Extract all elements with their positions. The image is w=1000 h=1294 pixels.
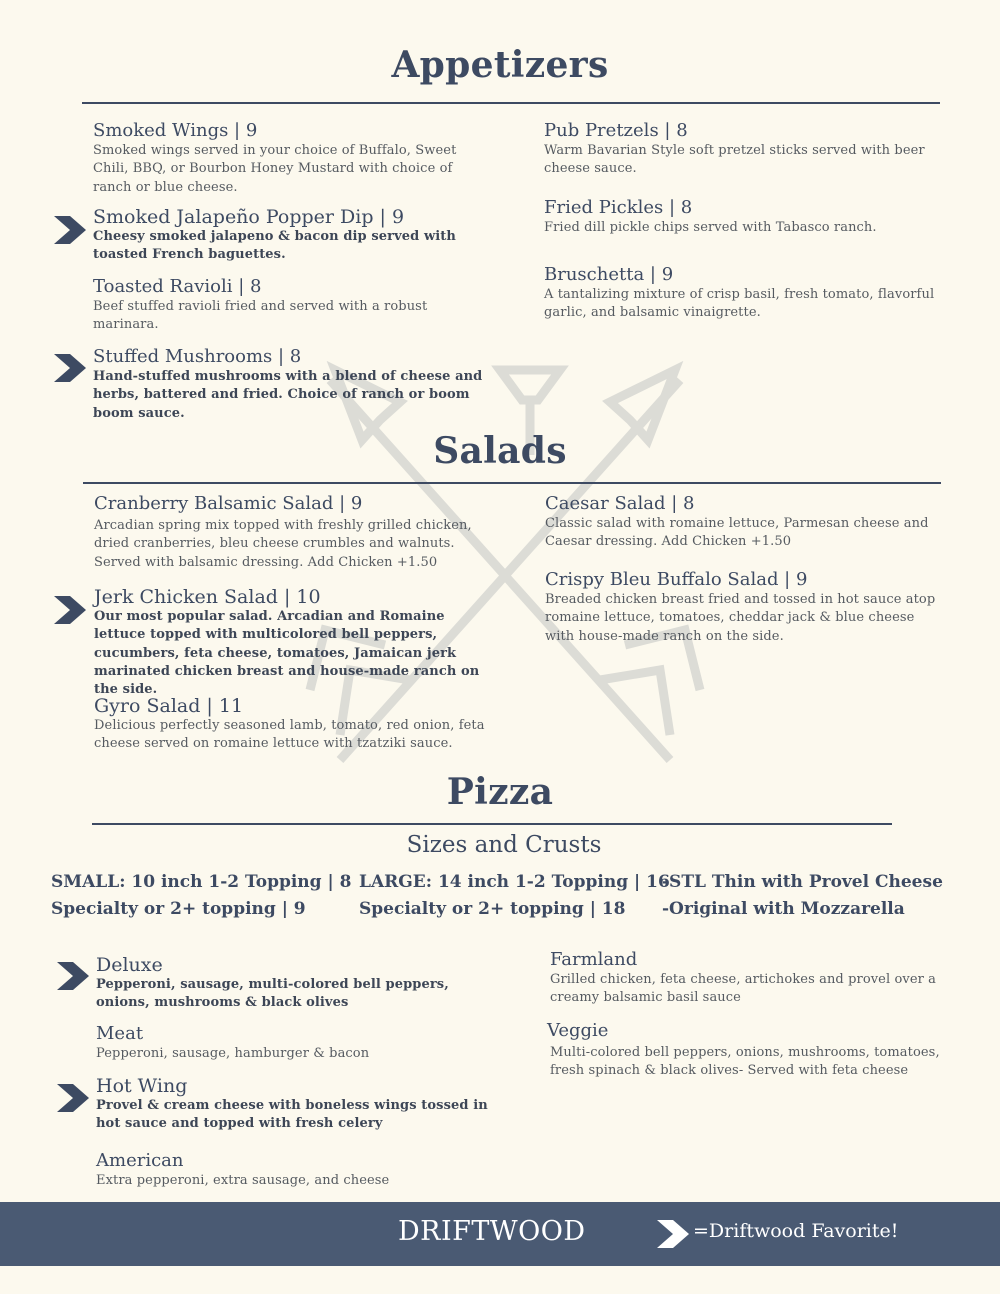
- item-description: A tantalizing mixture of crisp basil, fresh tomato, flavorful garlic, and balsamic vinaigrette.: [544, 287, 935, 321]
- item-title: Stuffed Mushrooms | 8: [93, 346, 302, 367]
- section-heading-appetizers: Appetizers: [391, 44, 609, 86]
- crust-original: -Original with Mozzarella: [662, 899, 905, 919]
- chevron-right-icon: [57, 1084, 89, 1112]
- item-title: Crispy Bleu Buffalo Salad | 9: [545, 569, 808, 590]
- item-description: Extra pepperoni, extra sausage, and cheese: [96, 1173, 390, 1188]
- section-divider: [82, 102, 940, 104]
- section-divider: [83, 482, 941, 484]
- item-description: Grilled chicken, feta cheese, artichokes and provel over a creamy balsamic basil sauce: [550, 972, 937, 1006]
- item-description: Smoked wings served in your choice of Buffalo, Sweet Chili, BBQ, or Bourbon Honey Mustard with choice of ranch or blue cheese.: [93, 143, 457, 195]
- chevron-right-icon: [54, 216, 86, 244]
- menu-item: [93, 346, 488, 423]
- menu-item: [94, 695, 494, 754]
- item-description: Breaded chicken breast fried and tossed in hot sauce atop romaine lettuce, tomatoes, cheddar jack & blue cheese with house-made ranch on the side.: [545, 592, 936, 644]
- chevron-right-icon: [657, 1220, 689, 1248]
- chevron-right-icon: [54, 354, 86, 382]
- section-heading-pizza: Pizza: [446, 771, 554, 813]
- item-description: Pepperoni, sausage, multi-colored bell peppers, onions, mushrooms & black olives: [96, 977, 449, 1011]
- menu-item: [544, 197, 944, 237]
- menu-item: [96, 1023, 496, 1063]
- item-title: Bruschetta | 9: [544, 264, 674, 285]
- item-title: Hot Wing: [96, 1075, 188, 1097]
- item-title: Meat: [96, 1023, 144, 1044]
- menu-item: [94, 493, 494, 572]
- footer-bar: [0, 1202, 1000, 1266]
- item-title: Fried Pickles | 8: [544, 197, 693, 218]
- menu-item: [93, 276, 488, 335]
- menu-item: [544, 120, 944, 179]
- item-description: Beef stuffed ravioli fried and served with a robust marinara.: [93, 299, 428, 333]
- item-description: Hand-stuffed mushrooms with a blend of cheese and herbs, battered and fried. Choice of ranch or boom boom sauce.: [93, 369, 483, 421]
- menu-item: [96, 954, 496, 1013]
- item-title: Smoked Jalapeño Popper Dip | 9: [93, 206, 405, 228]
- item-title: Toasted Ravioli | 8: [93, 276, 262, 297]
- brand-name: DRIFTWOOD: [398, 1216, 586, 1247]
- chevron-right-icon: [57, 962, 89, 990]
- menu-item: [550, 949, 955, 1008]
- chevron-right-icon: [54, 596, 86, 624]
- menu-item: [545, 493, 945, 552]
- menu-item: [545, 569, 945, 646]
- menu-item: [96, 1075, 496, 1134]
- size-large-specialty: Specialty or 2+ topping | 18: [359, 899, 626, 919]
- item-description: Delicious perfectly seasoned lamb, tomato, red onion, feta cheese served on romaine lettuce with tzatziki sauce.: [94, 718, 485, 752]
- favorite-legend: =Driftwood Favorite!: [693, 1220, 899, 1242]
- menu-item: [93, 120, 488, 197]
- item-description: Pepperoni, sausage, hamburger & bacon: [96, 1046, 370, 1061]
- item-title: American: [96, 1150, 184, 1171]
- item-description: Classic salad with romaine lettuce, Parmesan cheese and Caesar dressing. Add Chicken +1.50: [545, 516, 929, 550]
- menu-item: [547, 1020, 952, 1081]
- sizes-subheading: Sizes and Crusts: [406, 832, 602, 858]
- item-title: Veggie: [547, 1020, 609, 1041]
- item-title: Caesar Salad | 8: [545, 493, 695, 514]
- item-description: Arcadian spring mix topped with freshly grilled chicken, dried cranberries, bleu cheese crumbles and walnuts. Served with balsamic dressing. Add Chicken +1.50: [94, 518, 472, 570]
- size-small-line: SMALL: 10 inch 1-2 Topping | 8: [51, 872, 352, 892]
- item-title: Deluxe: [96, 954, 163, 976]
- item-title: Gyro Salad | 11: [94, 695, 244, 717]
- item-description: Our most popular salad. Arcadian and Romaine lettuce topped with multicolored bell peppers, cucumbers, feta cheese, tomatoes, Jamaican jerk marinated chicken breast and house-made ranch on the side.: [94, 609, 480, 698]
- item-description: Fried dill pickle chips served with Tabasco ranch.: [544, 220, 877, 235]
- item-title: Pub Pretzels | 8: [544, 120, 688, 141]
- crust-stl-thin: -STL Thin with Provel Cheese: [662, 872, 943, 892]
- item-description: Multi-colored bell peppers, onions, mushrooms, tomatoes, fresh spinach & black olives- Served with feta cheese: [550, 1045, 940, 1079]
- item-description: Warm Bavarian Style soft pretzel sticks served with beer cheese sauce.: [544, 143, 925, 177]
- item-description: Provel & cream cheese with boneless wings tossed in hot sauce and topped with fresh celery: [96, 1098, 488, 1132]
- item-description: Cheesy smoked jalapeno & bacon dip served with toasted French baguettes.: [93, 229, 456, 263]
- menu-item: [93, 206, 488, 265]
- menu-item: [96, 1150, 496, 1190]
- size-large-line: LARGE: 14 inch 1-2 Topping | 16: [359, 872, 670, 892]
- size-small-specialty: Specialty or 2+ topping | 9: [51, 899, 306, 919]
- menu-item: [544, 264, 944, 323]
- item-title: Farmland: [550, 949, 638, 970]
- item-title: Cranberry Balsamic Salad | 9: [94, 493, 363, 514]
- section-divider: [92, 823, 892, 825]
- menu-item: [94, 586, 494, 699]
- section-heading-salads: Salads: [433, 430, 567, 472]
- item-title: Smoked Wings | 9: [93, 120, 258, 141]
- item-title: Jerk Chicken Salad | 10: [94, 586, 321, 608]
